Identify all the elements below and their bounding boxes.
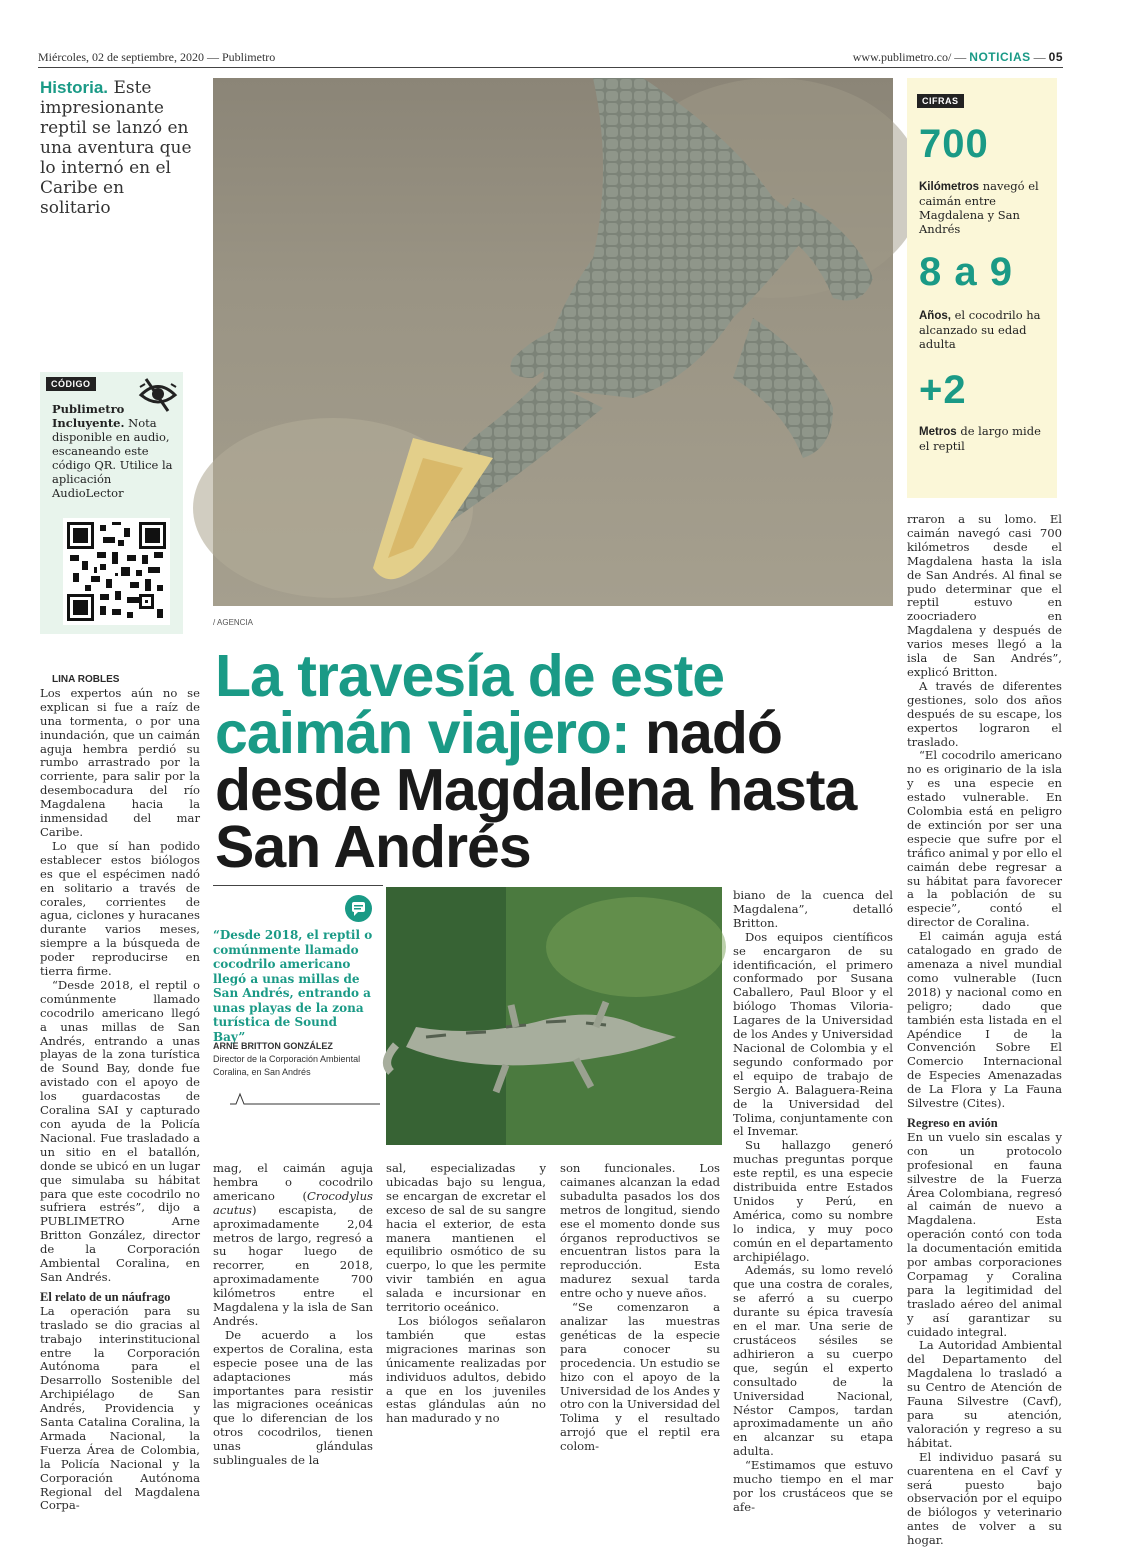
paragraph: A través de diferentes gestiones, solo dos años después de su escape, los expertos lograron el traslado. (907, 678, 1062, 749)
codigo-box (40, 372, 183, 634)
quote-bubble-icon (345, 895, 372, 922)
paragraph: sal, especializadas y ubicadas bajo su lengua, se encargan de excretar el exceso de sal de su sangre hacia el exterior, de esta manera mantienen el equilibrio osmótico de su cuerpo, lo que les permite vivir también en agua salada e incursionar en territorio oceánico. (386, 1161, 546, 1315)
paragraph: biano de la cuenca del Magdalena”, detalló Britton. (733, 888, 893, 930)
cifra-caption (919, 308, 1049, 351)
header-section[interactable]: NOTICIAS (969, 50, 1031, 64)
paragraph: “Desde 2018, el reptil o comúnmente llamado cocodrilo americano llegó a unas millas de San Andrés, entrando a unas playas de la zona turística de Sound Bay, donde fue avistado con el apoyo de los guardacostas de Coralina SAI y capturado con ayuda de la Policía Nacional. Fue trasladado a un sitio en el batallón, donde se ubicó en un lugar que simulaba su hábitat para que este cocodrilo no sufriera estrés”, dijo a PUBLIMETRO Arne Britton González, director de la Corporación Ambiental Coralina, en San Andrés. (40, 977, 200, 1284)
paragraph (213, 1162, 373, 1329)
paragraph: Dos equipos científicos se encargaron de su identificación, el primero conformado por Susana Caballero, Paul Bloor y el biólogo Thomas Viloria-Lagares de la Universidad de los Andes y Universidad Nacional de Colombia y el segundo conformado por el equipo de trabajo de Sergio A. Balaguera-Reina de la Universidad del Tolima, conjuntamente con el Invemar. (733, 929, 893, 1139)
cifra-caption (919, 424, 1049, 453)
paragraph: El caimán aguja está catalogado en grado de amenaza a nivel mundial como vulnerable (Iucn 2018) y nacional como en peligro; dado que también esta listada en el Apéndice I de la Convención Sobre El Comercio Internacional de Especies Amenazadas de La Flora y La Fauna Silvestre (Cites). (907, 929, 1062, 1111)
article-column-2 (213, 1162, 373, 1468)
cifra-caption-text: navegó el caimán entre Magdalena y San Andrés (919, 179, 1039, 236)
photo-credit: / AGENCIA (213, 618, 254, 627)
paragraph: “El cocodrilo americano no es originario de la isla y es una especie en estado vulnerable. En Colombia está en peligro de extinción por ser una especie que sufre por el tráfico animal y por ello el caimán debe regresar a su hábitat para favorecer a la población de su especie”, contó el director de Coralina. (907, 748, 1062, 930)
decorative-line (230, 1090, 380, 1106)
cifra-caption-text: de largo mide el reptil (919, 424, 1041, 453)
headline (215, 643, 895, 880)
subhead: El relato de un náufrago (40, 1289, 171, 1304)
headline-teal: La travesía de este caimán viajero: (215, 643, 725, 766)
cifras-box (907, 78, 1057, 498)
article-column-5 (733, 889, 893, 1515)
pull-quote: “Desde 2018, el reptil o comúnmente llamado cocodrilo americano llegó a unas millas de San Andrés, entrando a unas playas de la zona turística de Sound Bay” (213, 928, 373, 1044)
article-column-1 (40, 673, 200, 1513)
paragraph: “Estimamos que estuvo mucho tiempo en el mar por los crustáceos que se afe- (733, 1458, 893, 1514)
paragraph: “Se comenzaron a analizar las muestras genéticas de la especie para conocer su procedencia. Un estudio se hizo con el apoyo de la Universidad de los Andes y otro con la Universidad del Tolima y el resultado arrojó que el reptil era colom- (560, 1300, 720, 1454)
codigo-tag: CÓDIGO (46, 377, 96, 391)
cifra-caption-bold: Kilómetros (919, 181, 980, 193)
paragraph: Su hallazgo generó muchas preguntas porque este reptil, es una especie distribuida entre Estados Unidos y Perú, en América, como su nombre lo indica, y muy poco común en el departamento archipiélago. (733, 1138, 893, 1264)
quote-rule (213, 885, 383, 886)
cifra-caption-text: el cocodrilo ha alcanzado su edad adulta (919, 308, 1041, 351)
crocodile-photo (213, 78, 893, 606)
paragraph: Los biólogos señalaron también que estas migraciones marinas son únicamente realizadas por individuos adultos, debido a que en los juveniles estas glándulas aún no han madurado y no (386, 1313, 546, 1426)
intro-kicker: Historia. (40, 78, 109, 97)
cifra-value: 700 (919, 122, 989, 166)
paragraph: El individuo pasará su cuarentena en el Cavf y será puesto bajo observación por el equipo de biólogos y veterinario antes de volver a su hogar. (907, 1449, 1062, 1548)
text-run: mag, el caimán aguja hembra o cocodrilo americano ( (213, 1161, 373, 1203)
codigo-desc: Nota disponible en audio, escaneando este código QR. Utilice la aplicación AudioLector (52, 416, 173, 500)
cifras-tag: CIFRAS (917, 94, 964, 108)
species-name: Crocodylus acutus (213, 1188, 373, 1217)
paragraph: rraron a su lomo. El caimán navegó casi 700 kilómetros desde el Magdalena hasta la isla de San Andrés. Al final se pudo determinar que el reptil estuvo en zoocriadero en Magdalena y después de varios meses llegó a la isla de San Andrés”, explicó Britton. (907, 512, 1062, 679)
quote-author (213, 1040, 373, 1079)
text-run: ) escapista, de aproximadamente 2,04 metros de largo, regresó a su hogar luego de recorrer, en 2018, aproximadamente 700 kilómetros entre el Magdalena y la isla de San Andrés. (213, 1202, 373, 1328)
cifra-value: +2 (919, 368, 967, 412)
codigo-bold: Publimetro Incluyente. (52, 402, 125, 430)
paragraph: Además, su lomo reveló que una costra de corales, se aferró a su cuerpo durante su épica travesía en el mar. Una serie de crustáceos sésiles se adhirieron a su cuerpo que, según el experto consultado de la Universidad Nacional, Néstor Campos, tardan aproximadamente un año en alcanzar su etapa adulta. (733, 1263, 893, 1459)
paragraph: Los expertos aún no se explican si fue a raíz de una tormenta, o por una inundación, que un caimán aguja hembra perdió su rumbo arrastrado por la corriente, para salir por la desembocadura del río Magdalena hacia la inmensidad del mar Caribe. (40, 685, 200, 839)
headline-black: nadó desde Magdalena hasta San Andrés (215, 700, 857, 880)
header-url[interactable]: www.publimetro.co/ (852, 50, 952, 64)
paragraph: En un vuelo sin escalas y con un protocolo profesional en fauna silvestre de la Fuerza Área Colombiana, regresó al caimán de nuevo a Magdalena. Esta operación contó con toda la documentación emitida por ambas corporaciones Corpamag y Coralina para la legitimidad del traslado aéreo del animal y así garantizar su cuidado integral. (907, 1129, 1062, 1339)
paragraph: La Autoridad Ambiental del Departamento del Magdalena lo trasladó a su Centro de Atención de Fauna Silvestre (Cavf), para su atención, valoración y regreso a su hábitat. (907, 1338, 1062, 1450)
article-column-3 (386, 1162, 546, 1426)
crocodile-illustration (213, 78, 893, 606)
byline: LINA ROBLES (52, 674, 120, 685)
header-rule (38, 67, 1063, 68)
qr-code-image (67, 522, 166, 621)
cifra-value: 8 a 9 (919, 250, 1013, 294)
header-right: www.publimetro.co/ — NOTICIAS — 05 (852, 50, 1063, 64)
crocodile-photo-2 (386, 887, 722, 1145)
qr-code[interactable] (63, 518, 170, 625)
cifra-caption-bold: Metros (919, 426, 957, 438)
article-column-6 (907, 513, 1062, 1548)
page-number: 05 (1048, 50, 1063, 64)
crocodile-illustration-2 (386, 887, 722, 1145)
quote-author-role: Director de la Corporación Ambiental Coralina, en San Andrés (213, 1054, 361, 1077)
paragraph: son funcionales. Los caimanes alcanzan la edad subadulta pasados los dos metros de longitud, siendo ese el momento donde sus órganos reproductivos se encuentran listos para la reproducción. Esta madurez sexual tarda entre ocho y nueve años. (560, 1161, 720, 1301)
codigo-text (52, 402, 177, 500)
header-date: Miércoles, 02 de septiembre, 2020 — Publimetro (38, 50, 276, 64)
paragraph: La operación para su traslado se dio gracias al trabajo interinstitucional entre la Corporación Autónoma para el Desarrollo Sostenible del Archipiélago de San Andrés, Providencia y Santa Catalina Coralina, la Armada Nacional, la Fuerza Área de Colombia, la Policía Nacional y la Corporación Autónoma Regional del Magdalena Corpa- (40, 1303, 200, 1513)
paragraph: Lo que sí han podido establecer estos biólogos es que el espécimen nadó en solitario a través de corales, corrientes de agua, ciclones y huracanes durante varios meses, siempre a la búsqueda de poder reproducirse en tierra firme. (40, 838, 200, 979)
cifra-caption-bold: Años, (919, 310, 951, 322)
article-column-4 (560, 1162, 720, 1454)
intro-text: Este impresionante reptil se lanzó en una aventura que lo internó en el Caribe en solitario (40, 78, 192, 218)
paragraph: De acuerdo a los expertos de Coralina, esta especie posee una de las adaptaciones más importantes para resistir las migraciones oceánicas que lo diferencian de los otros cocodrilos, tienen unas glándulas sublinguales de la (213, 1327, 373, 1468)
quote-author-name: ARNE BRITTON GONZÁLEZ (213, 1041, 333, 1051)
subhead: Regreso en avión (907, 1115, 998, 1130)
cifra-caption (919, 179, 1049, 236)
intro-deck (40, 78, 200, 218)
